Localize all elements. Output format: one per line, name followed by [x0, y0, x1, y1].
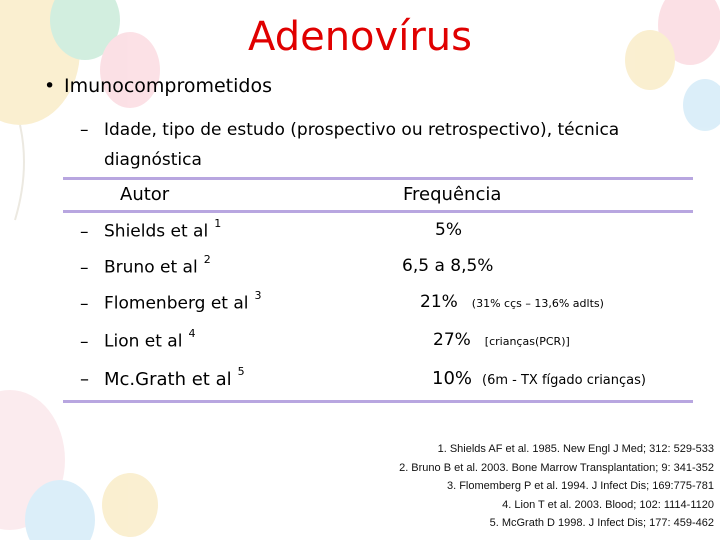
reference-item: 1. Shields AF et al. 1985. New Engl J Med; 312: 529-533: [437, 443, 714, 455]
frequency-note: (31% cçs – 13,6% adlts): [471, 297, 604, 310]
frequency-text: 6,5 a 8,5%: [402, 256, 494, 276]
column-header-frequency: Frequência: [403, 184, 502, 205]
table-row: [80, 327, 196, 352]
reference-number: 3: [254, 289, 262, 302]
sub-bullet-line2: diagnóstica: [104, 150, 202, 170]
table-row: [80, 217, 222, 242]
table-row: [80, 365, 245, 390]
sub-bullet: [80, 115, 680, 175]
dash-marker: –: [80, 221, 89, 242]
bullet-dot: •: [44, 75, 56, 97]
reference-item: 4. Lion T et al. 2003. Blood; 102: 1114-1120: [502, 498, 714, 511]
frequency-note: (6m - TX fígado crianças): [482, 373, 646, 388]
frequency-text: 10%: [432, 368, 473, 389]
table-row: [80, 289, 262, 314]
reference-number: 4: [188, 327, 196, 340]
author-name: Flomenberg et al: [104, 293, 249, 314]
dash-marker: –: [80, 331, 89, 352]
references-list: [399, 440, 714, 533]
dash-marker: –: [80, 293, 89, 314]
frequency-text: 27%: [433, 330, 471, 350]
frequency-value: [420, 292, 604, 312]
frequency-text: 21%: [420, 292, 458, 312]
reference-number: 1: [214, 217, 222, 230]
reference-number: 5: [237, 365, 245, 378]
frequency-note: [crianças(PCR)]: [484, 335, 570, 348]
table-bottom-rule: [63, 400, 693, 403]
author-name: Bruno et al: [104, 257, 198, 278]
table-top-rule: [63, 177, 693, 180]
author-name: Shields et al: [104, 221, 209, 242]
frequency-value: [433, 330, 570, 350]
bullet-item: [44, 75, 272, 97]
frequency-text: 5%: [435, 220, 462, 240]
author-name: Mc.Grath et al: [104, 369, 232, 390]
frequency-value: [435, 220, 462, 240]
sub-bullet-line1: Idade, tipo de estudo (prospectivo ou retrospectivo), técnica: [104, 120, 620, 140]
dash-marker: –: [80, 369, 89, 390]
table-header-rule: [63, 210, 693, 213]
bullet-text: Imunocomprometidos: [64, 75, 272, 97]
reference-item: 5. McGrath D 1998. J Infect Dis; 177: 459-462: [489, 517, 714, 529]
page-title: Adenovírus: [248, 14, 472, 60]
table-row: [80, 253, 211, 278]
frequency-value: [432, 368, 646, 389]
author-name: Lion et al: [104, 331, 183, 352]
reference-number: 2: [203, 253, 211, 266]
dash-marker: –: [80, 257, 89, 278]
reference-item: 2. Bruno B et al. 2003. Bone Marrow Transplantation; 9: 341-352: [399, 461, 714, 474]
frequency-value: [402, 256, 493, 276]
dash-marker: –: [80, 120, 89, 140]
column-header-author: Autor: [120, 184, 170, 205]
reference-item: 3. Flomemberg P et al. 1994. J Infect Dis; 169:775-781: [446, 480, 714, 492]
